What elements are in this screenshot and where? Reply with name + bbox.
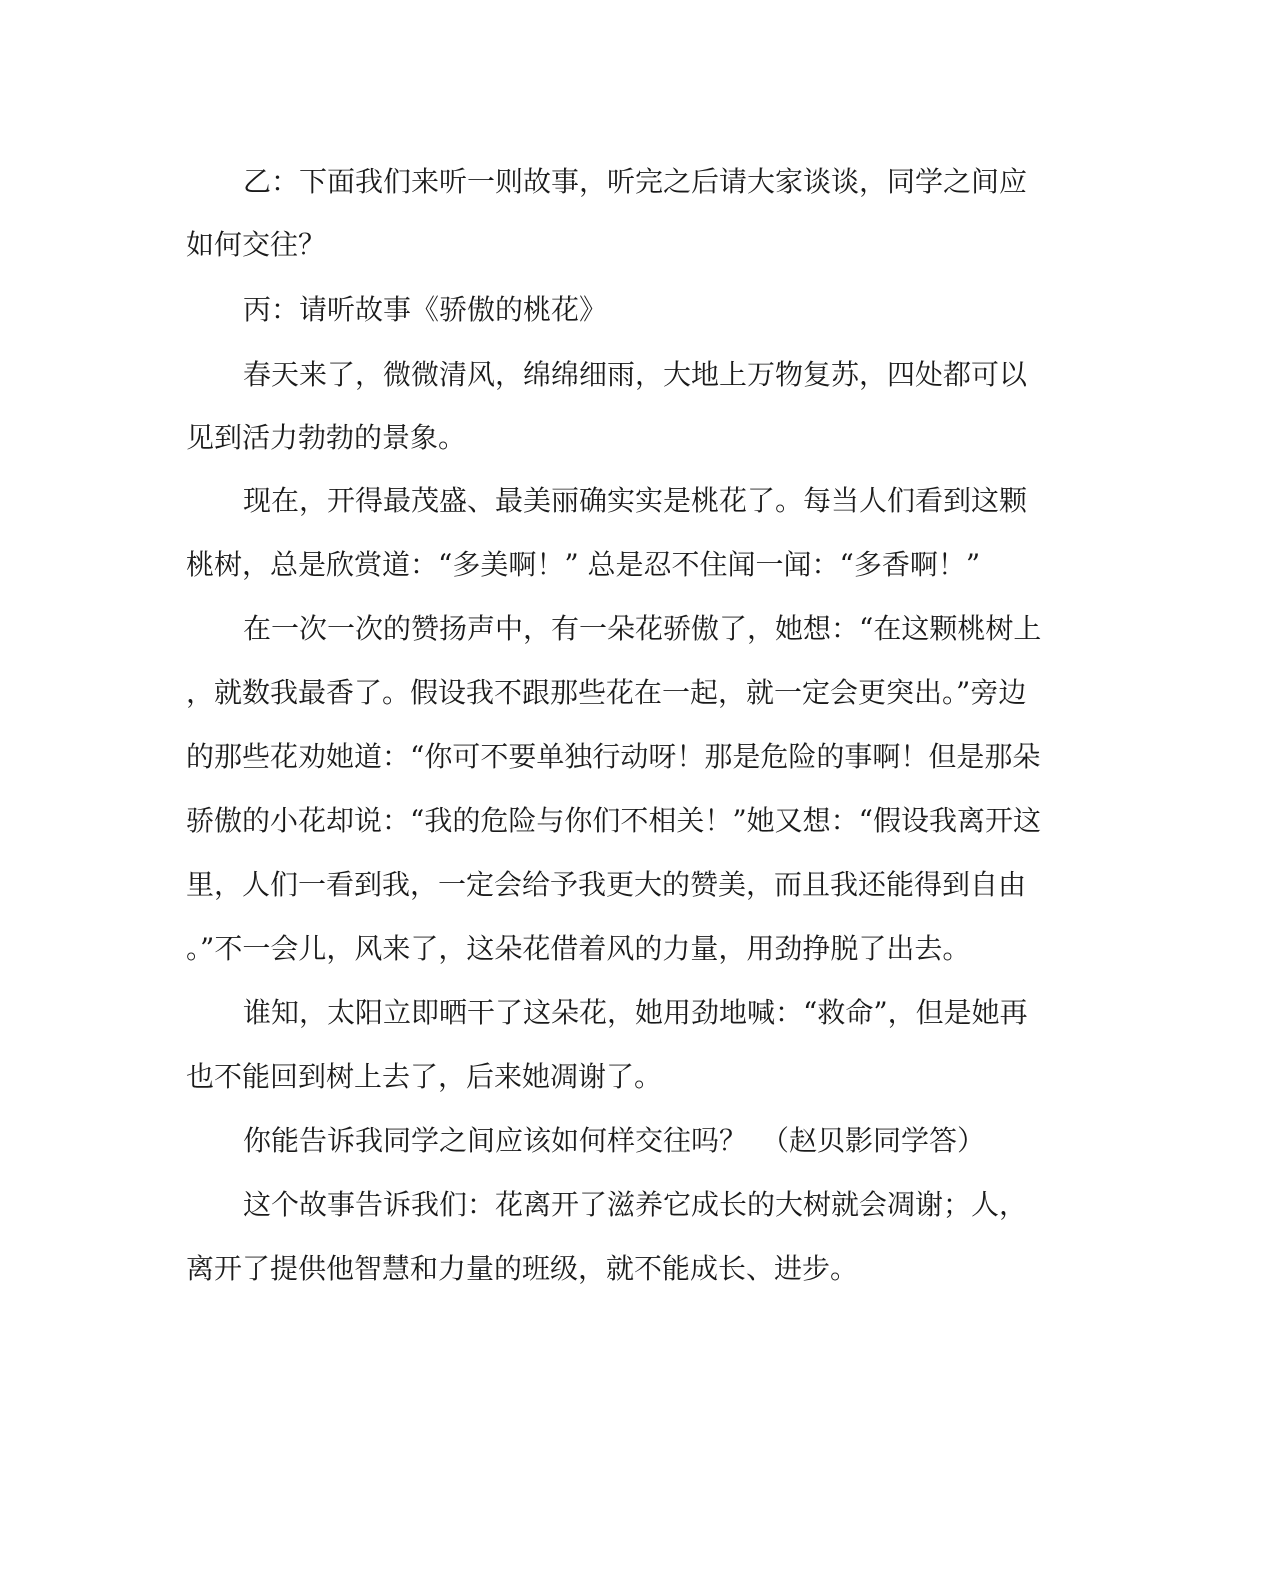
text-line: 也不能回到树上去了，后来她凋谢了。 [186,1060,663,1093]
text-line: 如何交往？ [186,228,327,261]
text-line: 你能告诉我同学之间应该如何样交往吗？ （赵贝影同学答） [243,1124,986,1157]
text-line: 乙：下面我们来听一则故事，听完之后请大家谈谈，同学之间应 [243,165,1028,198]
text-line: 春天来了，微微清风，绵绵细雨，大地上万物复苏，四处都可以 [243,358,1028,391]
text-line: 桃树，总是欣赏道：“多美啊！” 总是忍不住闻一闻：“多香啊！” [186,548,981,581]
text-line: 在一次一次的赞扬声中，有一朵花骄傲了，她想：“在这颗桃树上 [243,612,1042,645]
text-line: 这个故事告诉我们：花离开了滋养它成长的大树就会凋谢；人， [243,1188,1028,1221]
text-line: ，就数我最香了。假设我不跟那些花在一起，就一定会更突出。”旁边 [186,676,1027,709]
text-line: 现在，开得最茂盛、最美丽确实实是桃花了。每当人们看到这颗 [243,484,1028,517]
text-line: 的那些花劝她道：“你可不要单独行动呀！那是危险的事啊！但是那朵 [186,740,1041,773]
text-line: 离开了提供他智慧和力量的班级，就不能成长、进步。 [186,1252,859,1285]
text-line: 见到活力勃勃的景象。 [186,421,467,454]
text-line: 谁知，太阳立即晒干了这朵花，她用劲地喊：“救命”，但是她再 [243,996,1028,1029]
text-line: 丙：请听故事《骄傲的桃花》 [243,293,608,326]
text-line: 里，人们一看到我，一定会给予我更大的赞美，而且我还能得到自由 [186,868,1027,901]
text-line: 。”不一会儿，风来了，这朵花借着风的力量，用劲挣脱了出去。 [186,932,971,965]
text-line: 骄傲的小花却说：“我的危险与你们不相关！”她又想：“假设我离开这 [186,804,1041,837]
